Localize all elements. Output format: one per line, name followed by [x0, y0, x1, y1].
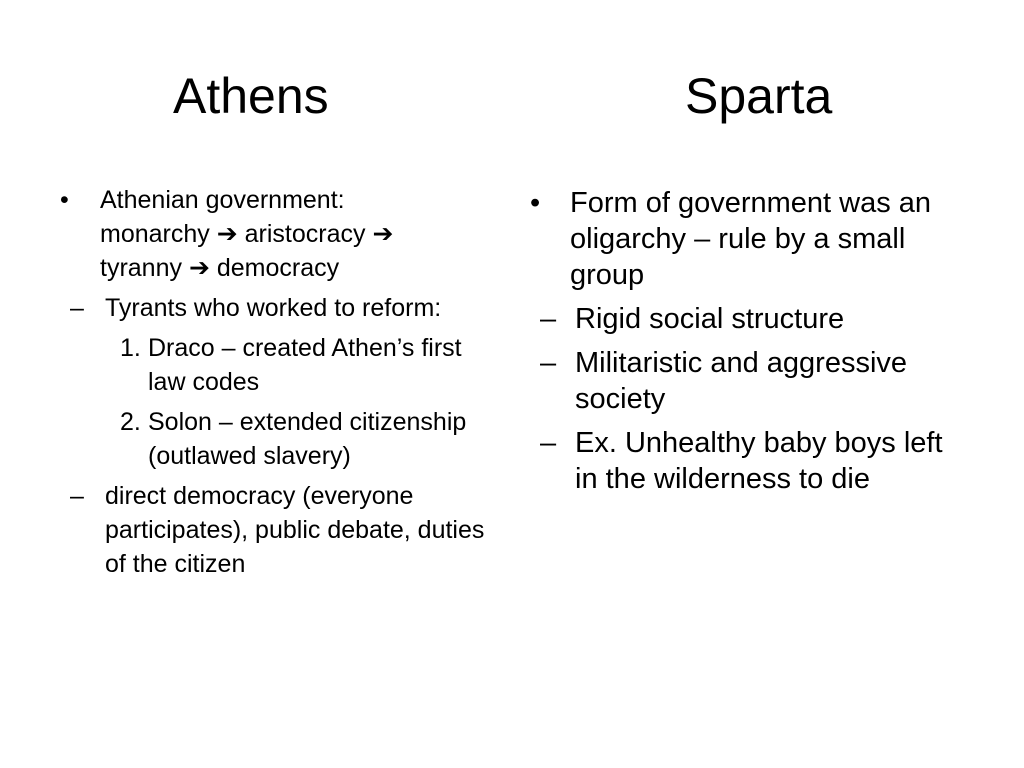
dash-marker: – [70, 294, 84, 322]
athens-government-label: Athenian government: [100, 186, 345, 214]
sparta-subbullet [530, 345, 970, 417]
bullet-marker: • [530, 187, 541, 219]
sparta-column [530, 185, 970, 497]
sparta-subbullet-text: Ex. Unhealthy baby boys left in the wilderness to die [575, 427, 943, 495]
tyrants-label: Tyrants who worked to reform: [105, 294, 442, 322]
tyrants-subbullet [60, 291, 500, 325]
arrow-right-icon: ➔ [216, 219, 238, 248]
sparta-subbullet [530, 301, 970, 337]
sparta-subbullet [530, 425, 970, 497]
item-number: 1. [120, 334, 141, 362]
item-text: Solon – extended citizenship (outlawed slavery) [148, 408, 467, 470]
arrow-right-icon: ➔ [372, 219, 394, 248]
government-stage: aristocracy [244, 220, 366, 248]
sparta-title: Sparta [685, 68, 833, 124]
athens-title: Athens [173, 68, 329, 124]
bullet-marker: • [60, 186, 69, 214]
direct-democracy-text: direct democracy (everyone participates), public debate, duties of the citizen [105, 482, 485, 578]
direct-democracy-subbullet [60, 479, 500, 581]
item-number: 2. [120, 408, 141, 436]
numbered-item-solon [60, 405, 500, 473]
sparta-subbullet-text: Rigid social structure [575, 303, 845, 335]
athens-government-bullet [60, 183, 500, 285]
item-text: Draco – created Athen’s first law codes [148, 334, 462, 396]
sparta-government-bullet [530, 185, 970, 293]
government-stage: tyranny [100, 254, 182, 282]
arrow-right-icon: ➔ [188, 253, 210, 282]
sparta-subbullet-text: Militaristic and aggressive society [575, 347, 908, 415]
sparta-government-text: Form of government was an oligarchy – rule by a small group [570, 187, 932, 291]
dash-marker: – [540, 303, 557, 335]
government-stage: monarchy [100, 220, 210, 248]
athens-column [60, 183, 500, 581]
numbered-item-draco [60, 331, 500, 399]
dash-marker: – [540, 427, 557, 459]
dash-marker: – [70, 482, 84, 510]
dash-marker: – [540, 347, 557, 379]
government-stage: democracy [216, 254, 340, 282]
